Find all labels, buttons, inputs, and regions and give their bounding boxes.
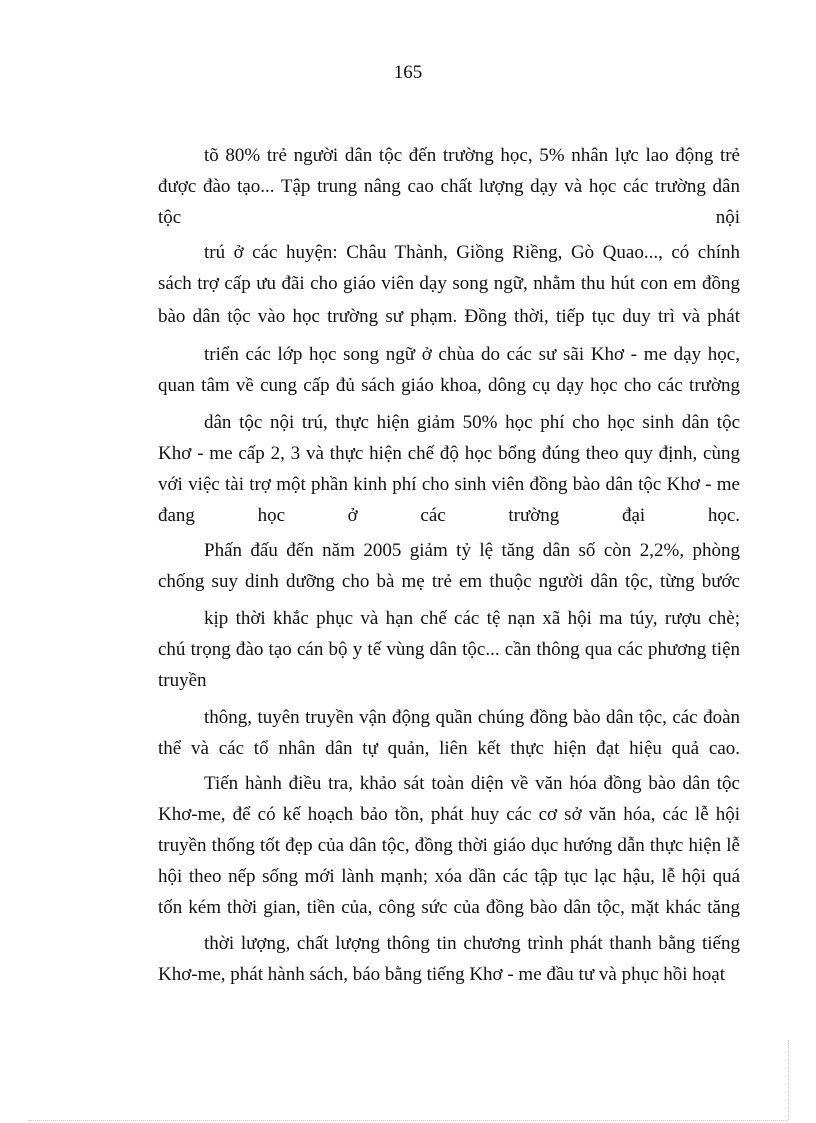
text-line: quan tâm về cung cấp đủ sách giáo khoa, dông cụ dạy học cho các trường	[158, 375, 740, 396]
text-line: chống suy dinh dưỡng cho bà mẹ trẻ em thuộc người dân tộc, từng bước	[158, 571, 740, 592]
text-line: sách trợ cấp ưu đãi cho giáo viên dạy song ngữ, nhằm thu hút con em đồng	[158, 273, 740, 294]
text-line: thời lượng, chất lượng thông tin chương trình phát thanh bằng tiếng	[204, 933, 740, 954]
text-line: Phấn đấu đến năm 2005 giảm tỷ lệ tăng dân số còn 2,2%, phòng	[204, 540, 740, 561]
text-line: triển các lớp học song ngữ ở chùa do các sư sãi Khơ - me dạy học,	[204, 344, 740, 365]
page-border-right	[788, 1040, 789, 1120]
text-line: thông, tuyên truyền vận động quần chúng đồng bào dân tộc, các đoàn	[204, 707, 740, 728]
page-number: 165	[393, 62, 423, 83]
text-line: tốn kém thời gian, tiền của, công sức của đồng bào dân tộc, mặt khác tăng	[158, 897, 740, 918]
text-line: tõ 80% trẻ người dân tộc đến trường học, 5% nhân lực lao động trẻ	[204, 145, 740, 166]
text-line: trú ở các huyện: Châu Thành, Giồng Riềng, Gò Quao..., có chính	[204, 242, 740, 263]
text-line: tộc nội	[158, 207, 740, 228]
text-line: dân tộc nội trú, thực hiện giảm 50% học phí cho học sinh dân tộc	[204, 412, 740, 433]
text-line: thể và các tổ nhân dân tự quản, liên kết thực hiện đạt hiệu quả cao.	[158, 738, 740, 759]
text-line: với việc tài trợ một phần kinh phí cho sinh viên đồng bào dân tộc Khơ - me	[158, 474, 740, 495]
text-line: Khơ - me cấp 2, 3 và thực hiện chế độ học bổng đúng theo quy định, cùng	[158, 443, 740, 464]
text-line: kịp thời khắc phục và hạn chế các tệ nạn xã hội ma túy, rượu chè;	[204, 608, 740, 629]
text-line: bào dân tộc vào học trường sư phạm. Đồng thời, tiếp tục duy trì và phát	[158, 306, 740, 327]
text-line: truyền thống tốt đẹp của dân tộc, đồng thời giáo dục hướng dẫn thực hiện lễ	[158, 835, 740, 856]
text-line: Khơ-me, phát hành sách, báo bằng tiếng Khơ - me đầu tư và phục hồi hoạt	[158, 964, 725, 985]
text-line: Tiến hành điều tra, khảo sát toàn diện về văn hóa đồng bào dân tộc	[204, 773, 740, 794]
text-line: chú trọng đào tạo cán bộ y tế vùng dân tộc... cần thông qua các phương tiện	[158, 639, 740, 660]
text-line: được đào tạo... Tập trung nâng cao chất lượng dạy và học các trường dân	[158, 176, 740, 197]
text-line: Khơ-me, để có kế hoạch bảo tồn, phát huy các cơ sở văn hóa, các lễ hội	[158, 804, 740, 825]
page-border-bottom	[28, 1120, 788, 1121]
text-line: hội theo nếp sống mới lành mạnh; xóa dần các tập tục lạc hậu, lễ hội quá	[158, 866, 740, 887]
text-line: đang học ở các trường đại học.	[158, 505, 740, 526]
text-line: truyền	[158, 670, 207, 691]
